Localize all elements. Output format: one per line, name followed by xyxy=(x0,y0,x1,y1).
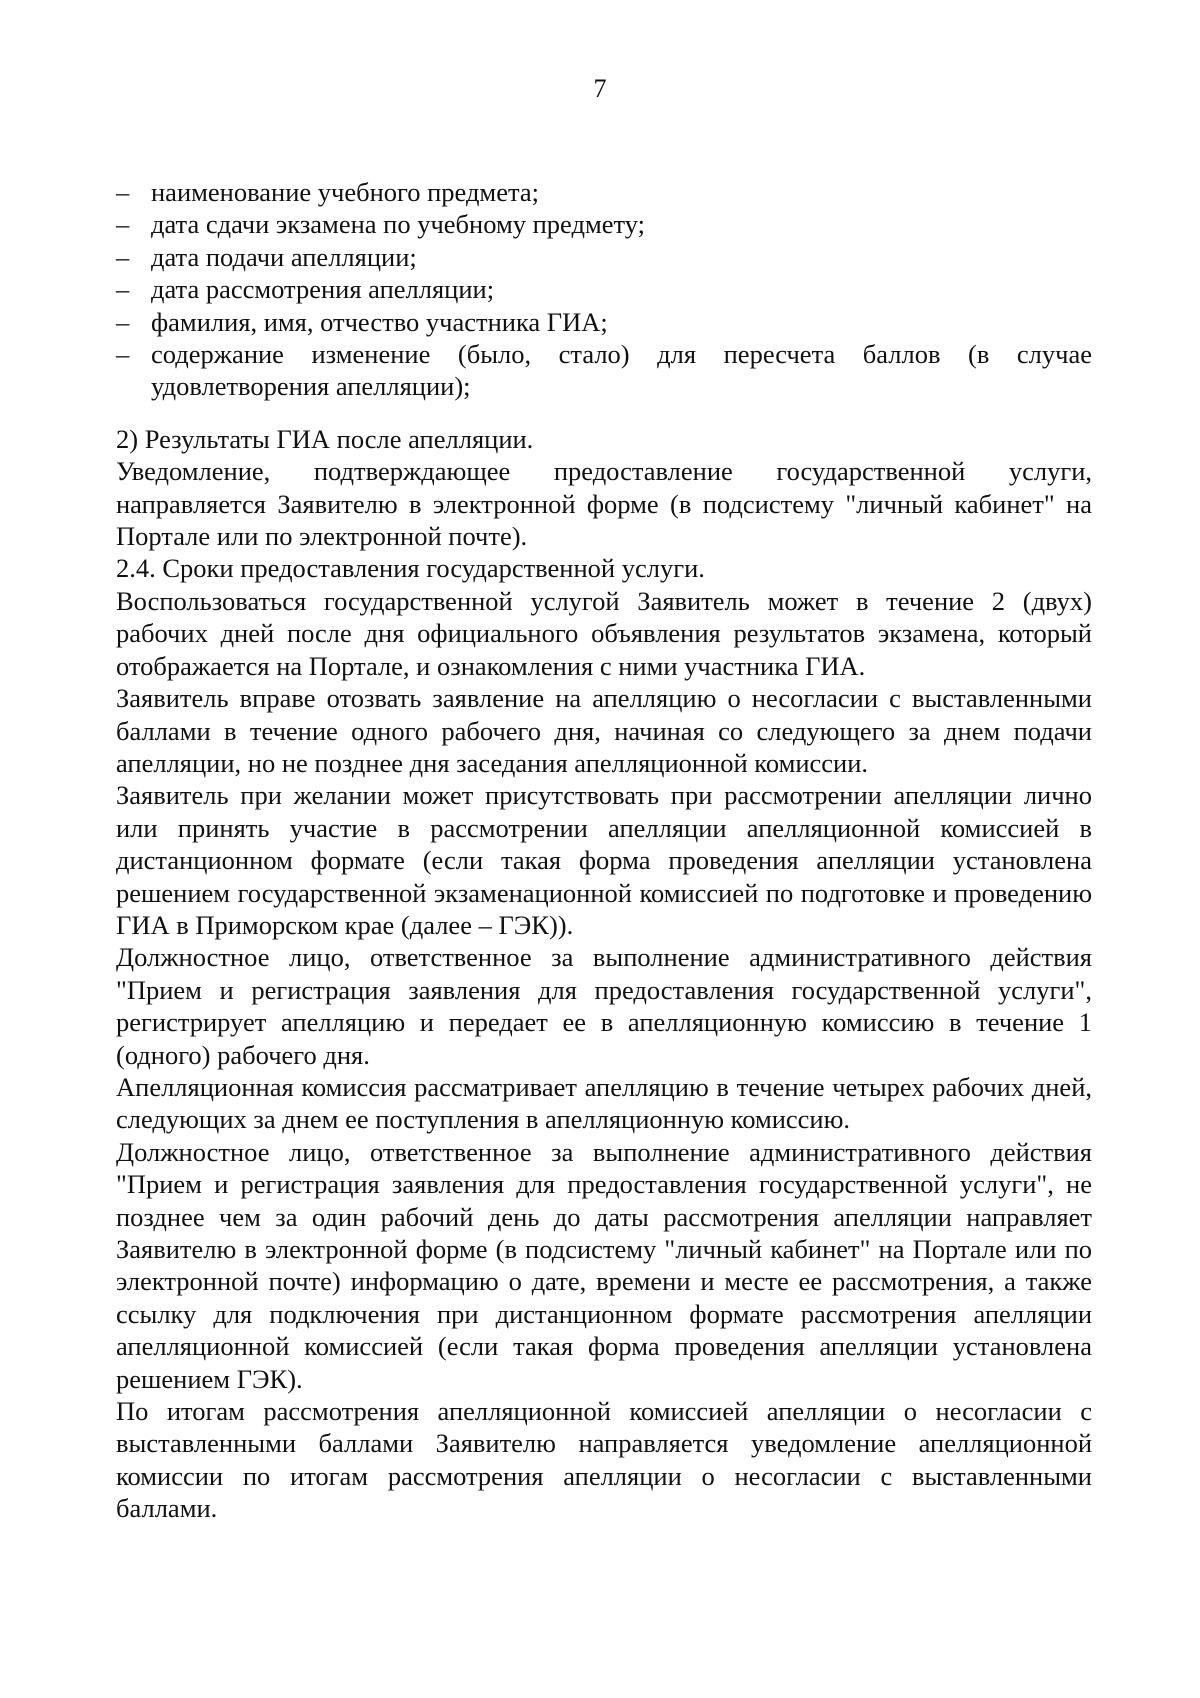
page-content xyxy=(116,176,1092,1525)
dash-bullet: – xyxy=(116,177,130,207)
paragraph-registration: Должностное лицо, ответственное за выполнение административного действия "Прием и регистрация заявления для предоставления государственной услуги", регистрирует апелляцию и передает ее в апелляционную комиссию в течение 1 (одного) рабочего дня. xyxy=(116,942,1092,1070)
dash-bullet: – xyxy=(116,209,130,240)
dash-bullet: – xyxy=(116,306,130,337)
list-item xyxy=(116,176,1092,208)
list-item-text: фамилия, имя, отчество участника ГИА; xyxy=(151,306,608,337)
list-item xyxy=(116,273,1092,305)
paragraph-review-period: Апелляционная комиссия рассматривает апелляцию в течение четырех рабочих дней, следующих за днем ее поступления в апелляционную комиссию. xyxy=(116,1071,1092,1135)
list-item-text: дата сдачи экзамена по учебному предмету; xyxy=(151,209,645,240)
dash-bullet: – xyxy=(116,241,130,272)
section-heading-results: 2) Результаты ГИА после апелляции. xyxy=(116,423,534,454)
paragraph-final-notification: По итогам рассмотрения апелляционной комиссией апелляции о несогласии с выставленными баллами Заявителю направляется уведомление апелляционной комиссии по итогам рассмотрения апелляции о несогласии с выставленными баллами. xyxy=(116,1396,1092,1524)
list-item-text: дата подачи апелляции; xyxy=(151,241,417,272)
dash-bullet: – xyxy=(116,274,130,305)
paragraph-usage-period: Воспользоваться государственной услугой Заявитель может в течение 2 (двух) рабочих дней после дня официального объявления результатов экзамена, который отображается на Портале, и ознакомления с ними участника ГИА. xyxy=(116,585,1092,681)
section-gap xyxy=(116,403,1092,423)
page-number: 7 xyxy=(593,74,607,103)
section-heading-deadlines: 2.4. Сроки предоставления государственной услуги. xyxy=(116,553,705,584)
list-item xyxy=(116,306,1092,338)
paragraph-hearing-notice: Должностное лицо, ответственное за выполнение административного действия "Прием и регистрация заявления для предоставления государственной услуги", не позднее чем за один рабочий день до даты рассмотрения апелляции направляет Заявителю в электронной форме (в подсистему "личный кабинет" на Портале или по электронной почте) информацию о дате, времени и месте ее рассмотрения, а также ссылку для подключения при дистанционном формате рассмотрения апелляции апелляционной комиссией (если такая форма проведения апелляции установлена решением ГЭК). xyxy=(116,1136,1092,1394)
requirements-list xyxy=(116,176,1092,403)
list-item-text: содержание изменение (было, стало) для пересчета баллов (в случае удовлетворения апелляции); xyxy=(151,339,1092,402)
paragraph-withdrawal: Заявитель вправе отозвать заявление на апелляцию о несогласии с выставленными баллами в течение одного рабочего дня, начиная со следующего за днем подачи апелляции, но не позднее дня заседания апелляционной комиссии. xyxy=(116,683,1092,778)
paragraph-attendance: Заявитель при желании может присутствовать при рассмотрении апелляции лично или принять участие в рассмотрении апелляции апелляционной комиссией в дистанционном формате (если такая форма проведения апелляции установлена решением государственной экзаменационной комиссией по подготовке и проведению ГИА в Приморском крае (далее – ГЭК)). xyxy=(116,780,1092,940)
list-item-text: наименование учебного предмета; xyxy=(151,177,539,207)
list-item xyxy=(116,338,1092,403)
paragraph-notification: Уведомление, подтверждающее предоставление государственной услуги, направляется Заявителю в электронной форме (в подсистему "личный кабинет" на Портале или по электронной почте). xyxy=(116,456,1092,552)
dash-bullet: – xyxy=(116,339,130,370)
list-item xyxy=(116,208,1092,240)
list-item xyxy=(116,241,1092,273)
list-item-text: дата рассмотрения апелляции; xyxy=(151,274,495,305)
